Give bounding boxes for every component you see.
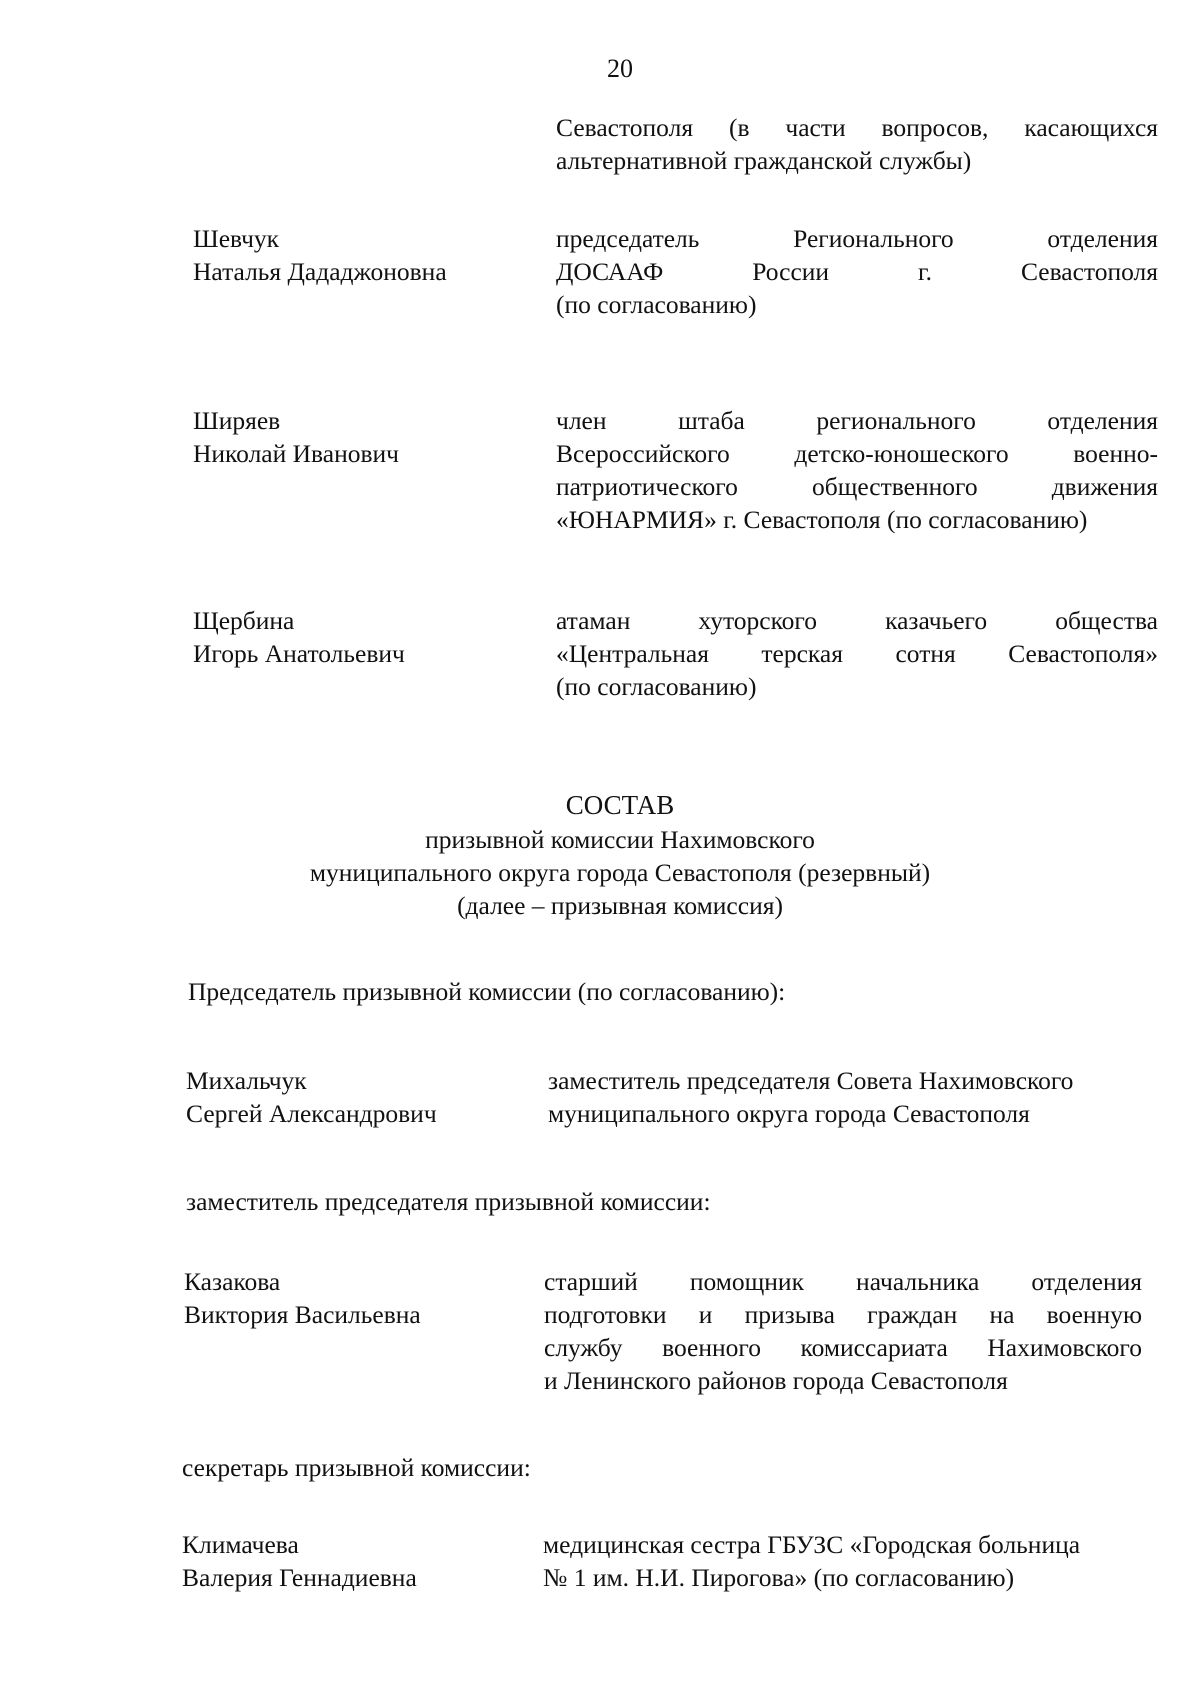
continuation-line: Севастополя (в части вопросов, касающихся bbox=[556, 113, 1158, 142]
chair-label: Председатель призывной комиссии (по согласованию): bbox=[188, 977, 786, 1006]
section-subtitle-line: муниципального округа города Севастополя (резервный) bbox=[309, 858, 931, 887]
continuation-line: альтернативной гражданской службы) bbox=[556, 146, 972, 175]
secretary-name: Климачева Валерия Геннадиевна bbox=[182, 1530, 417, 1592]
deputy-role: старший помощник начальника отделения подготовки и призыва граждан на военную службу военного комиссариата Нахимовского и Ленинского районов города Севастополя bbox=[544, 1267, 1142, 1395]
secretary-label: секретарь призывной комиссии: bbox=[182, 1453, 531, 1482]
section-subtitle-line: призывной комиссии Нахимовского bbox=[425, 825, 815, 854]
member-name: Щербина Игорь Анатольевич bbox=[193, 606, 405, 668]
member-role: член штаба регионального отделения Всероссийского детско-юношеского военно- патриотического общественного движения «ЮНАРМИЯ» г. Севастополя (по согласованию) bbox=[556, 406, 1158, 534]
secretary-role: медицинская сестра ГБУЗС «Городская больница № 1 им. Н.И. Пирогова» (по согласованию) bbox=[543, 1530, 1081, 1592]
page-number: 20 bbox=[607, 54, 633, 83]
section-title: СОСТАВ bbox=[565, 790, 675, 820]
member-name: Ширяев Николай Иванович bbox=[193, 406, 399, 468]
section-heading bbox=[0, 788, 1200, 922]
member-role: председатель Регионального отделения ДОСААФ России г. Севастополя (по согласованию) bbox=[556, 224, 1158, 319]
deputy-name: Казакова Виктория Васильевна bbox=[184, 1267, 421, 1329]
chair-role: заместитель председателя Совета Нахимовского муниципального округа города Севастополя bbox=[548, 1066, 1074, 1128]
member-name: Шевчук Наталья Дададжоновна bbox=[193, 224, 447, 286]
member-role: атаман хуторского казачьего общества «Центральная терская сотня Севастополя» (по согласованию) bbox=[556, 606, 1158, 701]
chair-name: Михальчук Сергей Александрович bbox=[186, 1066, 437, 1128]
deputy-label: заместитель председателя призывной комиссии: bbox=[186, 1187, 711, 1216]
section-subtitle-line: (далее – призывная комиссия) bbox=[457, 891, 783, 920]
